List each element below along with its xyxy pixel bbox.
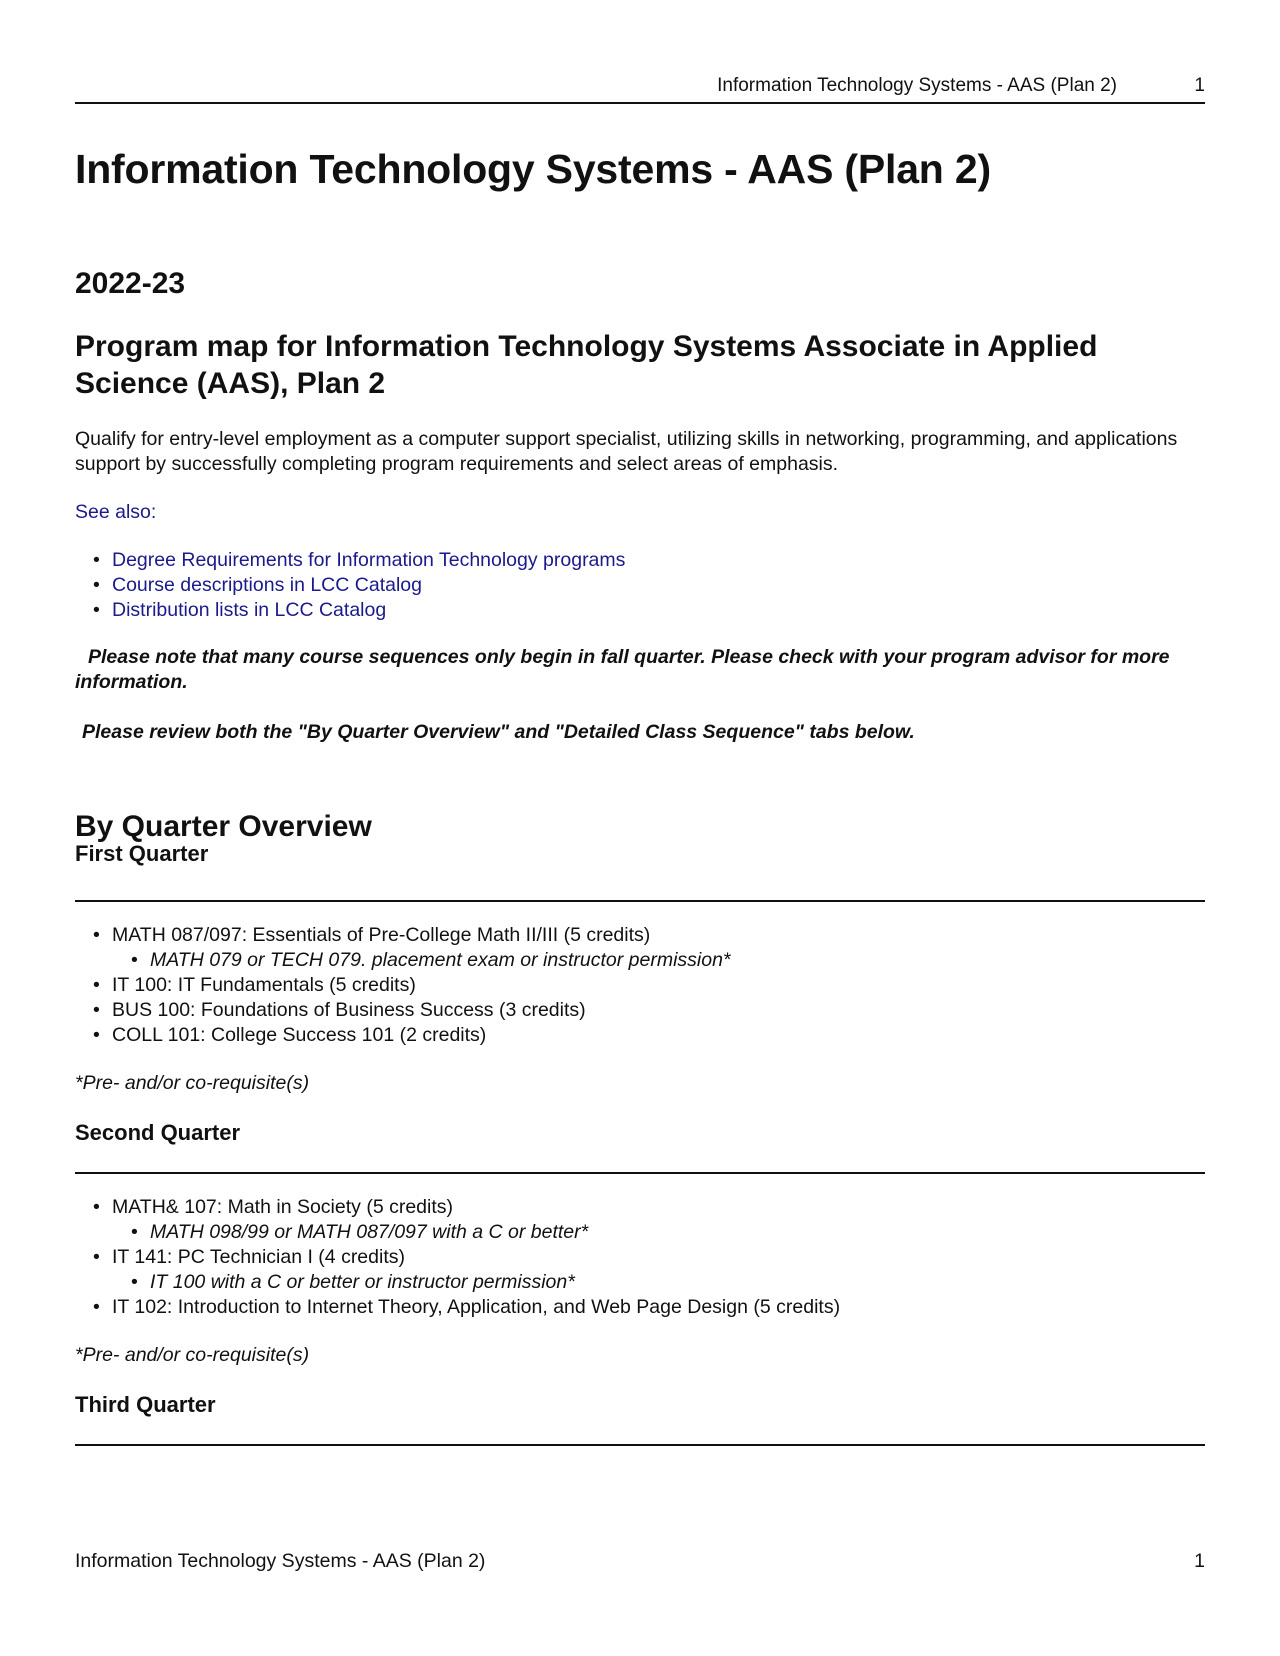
running-footer: [75, 1550, 1205, 1573]
course-item: • IT 102: Introduction to Internet Theory, Application, and Web Page Design (5 credits): [75, 1295, 840, 1320]
second-quarter-courses: [75, 1195, 840, 1320]
course-prerequisite: • IT 100 with a C or better or instructor permission*: [75, 1270, 840, 1295]
course-item: • COLL 101: College Success 101 (2 credits): [75, 1023, 731, 1048]
prerequisite-footnote: *Pre- and/or co-requisite(s): [75, 1072, 310, 1094]
course-item: • IT 100: IT Fundamentals (5 credits): [75, 973, 731, 998]
page-title: Information Technology Systems - AAS (Plan 2): [75, 146, 991, 192]
fall-quarter-note: Please note that many course sequences only begin in fall quarter. Please check with your program advisor for more information.: [75, 646, 1170, 693]
program-description: Qualify for entry-level employment as a computer support specialist, utilizing skills in networking, programming, and applications support by successfully completing program requirements and select areas of emphasis.: [75, 428, 1178, 475]
see-also-links: [75, 548, 625, 623]
catalog-year: 2022-23: [75, 267, 186, 300]
third-quarter-heading: Third Quarter: [75, 1392, 216, 1417]
see-also-label: See also:: [75, 501, 157, 523]
first-quarter-heading: First Quarter: [75, 841, 209, 866]
course-item: • BUS 100: Foundations of Business Success (3 credits): [75, 998, 731, 1023]
running-footer-title: Information Technology Systems - AAS (Plan 2): [75, 1550, 486, 1572]
course-prerequisite: • MATH 098/99 or MATH 087/097 with a C or better*: [75, 1220, 840, 1245]
divider: [75, 900, 1205, 902]
running-header-title: Information Technology Systems - AAS (Plan 2): [717, 75, 1117, 96]
distribution-lists-link[interactable]: Distribution lists in LCC Catalog: [112, 599, 387, 621]
divider: [75, 1444, 1205, 1446]
degree-requirements-link[interactable]: Degree Requirements for Information Technology programs: [112, 549, 626, 571]
list-item: [75, 598, 625, 623]
course-descriptions-link[interactable]: Course descriptions in LCC Catalog: [112, 574, 422, 596]
course-item: • IT 141: PC Technician I (4 credits): [75, 1245, 840, 1270]
prerequisite-footnote: *Pre- and/or co-requisite(s): [75, 1344, 310, 1366]
document-page: [75, 0, 1205, 1656]
by-quarter-overview-heading: By Quarter Overview: [75, 810, 372, 843]
program-map-heading: Program map for Information Technology Systems Associate in Applied Science (AAS), Plan 2: [75, 330, 1098, 400]
first-quarter-courses: [75, 923, 731, 1048]
running-header-page-number: 1: [1194, 75, 1205, 96]
running-footer-page-number: 1: [1194, 1550, 1205, 1572]
divider: [75, 1172, 1205, 1174]
review-tabs-note: Please review both the "By Quarter Overview" and "Detailed Class Sequence" tabs below.: [82, 721, 915, 743]
list-item: [75, 548, 625, 573]
course-item: • MATH 087/097: Essentials of Pre-College Math II/III (5 credits): [75, 923, 731, 948]
second-quarter-heading: Second Quarter: [75, 1120, 241, 1145]
course-prerequisite: • MATH 079 or TECH 079. placement exam or instructor permission*: [75, 948, 731, 973]
course-item: • MATH& 107: Math in Society (5 credits): [75, 1195, 840, 1220]
running-header: [75, 72, 1205, 104]
list-item: [75, 573, 625, 598]
